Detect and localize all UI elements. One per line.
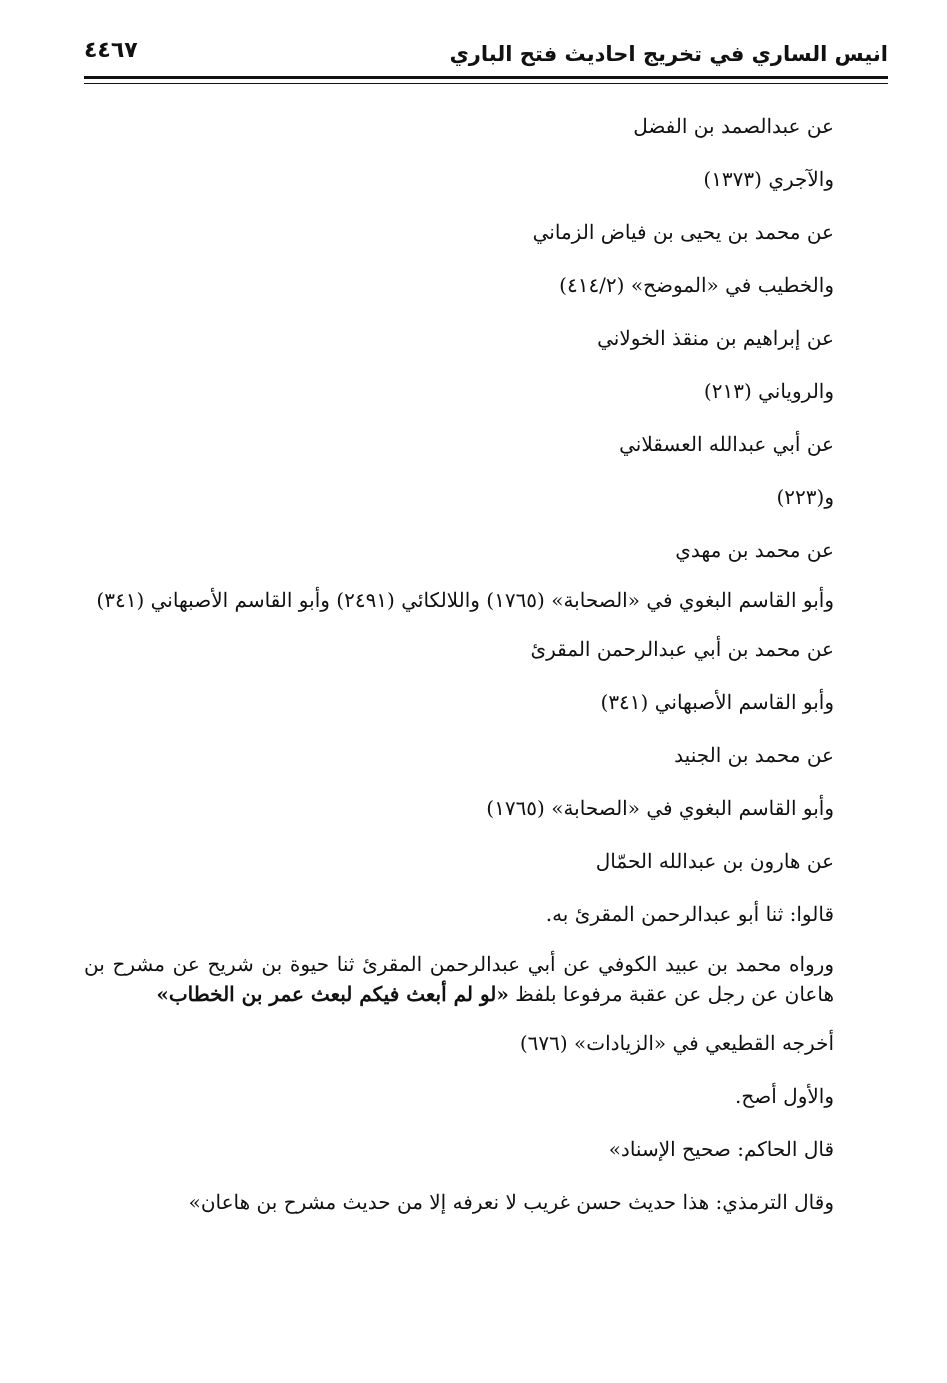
header-rule-thin — [84, 83, 888, 84]
page-body — [84, 100, 890, 1229]
running-title: انيس الساري في تخريج احاديث فتح الباري — [449, 42, 888, 66]
text-line: والأول أصح. — [735, 1084, 834, 1108]
header-rule-thick — [84, 76, 888, 79]
text-line: وقال الترمذي: هذا حديث حسن غريب لا نعرفه إلا من حديث مشرح بن هاعان» — [188, 1190, 834, 1214]
text-line: و(٢٢٣) — [776, 485, 834, 509]
text-line: والروياني (٢١٣) — [703, 379, 834, 403]
narration-text: ورواه محمد بن عبيد الكوفي عن أبي عبدالرحمن المقرئ ثنا حيوة بن شريح عن مشرح بن هاعان عن رجل عن عقبة مرفوعا بلفظ — [84, 952, 834, 1006]
text-line: والآجري (١٣٧٣) — [703, 167, 834, 191]
text-line: عن عبدالصمد بن الفضل — [633, 114, 834, 138]
hadith-quote: «لو لم أبعث فيكم لبعث عمر بن الخطاب» — [156, 982, 509, 1006]
text-line: قالوا: ثنا أبو عبدالرحمن المقرئ به. — [545, 902, 834, 926]
text-line: عن أبي عبدالله العسقلاني — [619, 432, 834, 456]
text-line: وأبو القاسم البغوي في «الصحابة» (١٧٦٥) — [486, 796, 834, 820]
text-line: عن محمد بن أبي عبدالرحمن المقرئ — [530, 637, 834, 661]
paragraph-narration — [84, 949, 890, 1009]
page-number: ٤٤٦٧ — [84, 38, 138, 63]
text-line: عن هارون بن عبدالله الحمّال — [595, 849, 834, 873]
text-line: عن إبراهيم بن منقذ الخولاني — [597, 326, 834, 350]
text-line: عن محمد بن يحيى بن فياض الزماني — [532, 220, 834, 244]
text-line: والخطيب في «الموضح» (٤١٤/٢) — [559, 273, 834, 297]
text-line: أخرجه القطيعي في «الزيادات» (٦٧٦) — [519, 1031, 834, 1055]
paragraph-sources: وأبو القاسم البغوي في «الصحابة» (١٧٦٥) واللالكائي (٢٤٩١) وأبو القاسم الأصبهاني (٣٤١) — [96, 588, 834, 612]
text-line: وأبو القاسم الأصبهاني (٣٤١) — [600, 690, 834, 714]
text-line: عن محمد بن مهدي — [675, 538, 834, 562]
text-line: عن محمد بن الجنيد — [674, 743, 834, 767]
text-line: قال الحاكم: صحيح الإسناد» — [608, 1137, 834, 1161]
